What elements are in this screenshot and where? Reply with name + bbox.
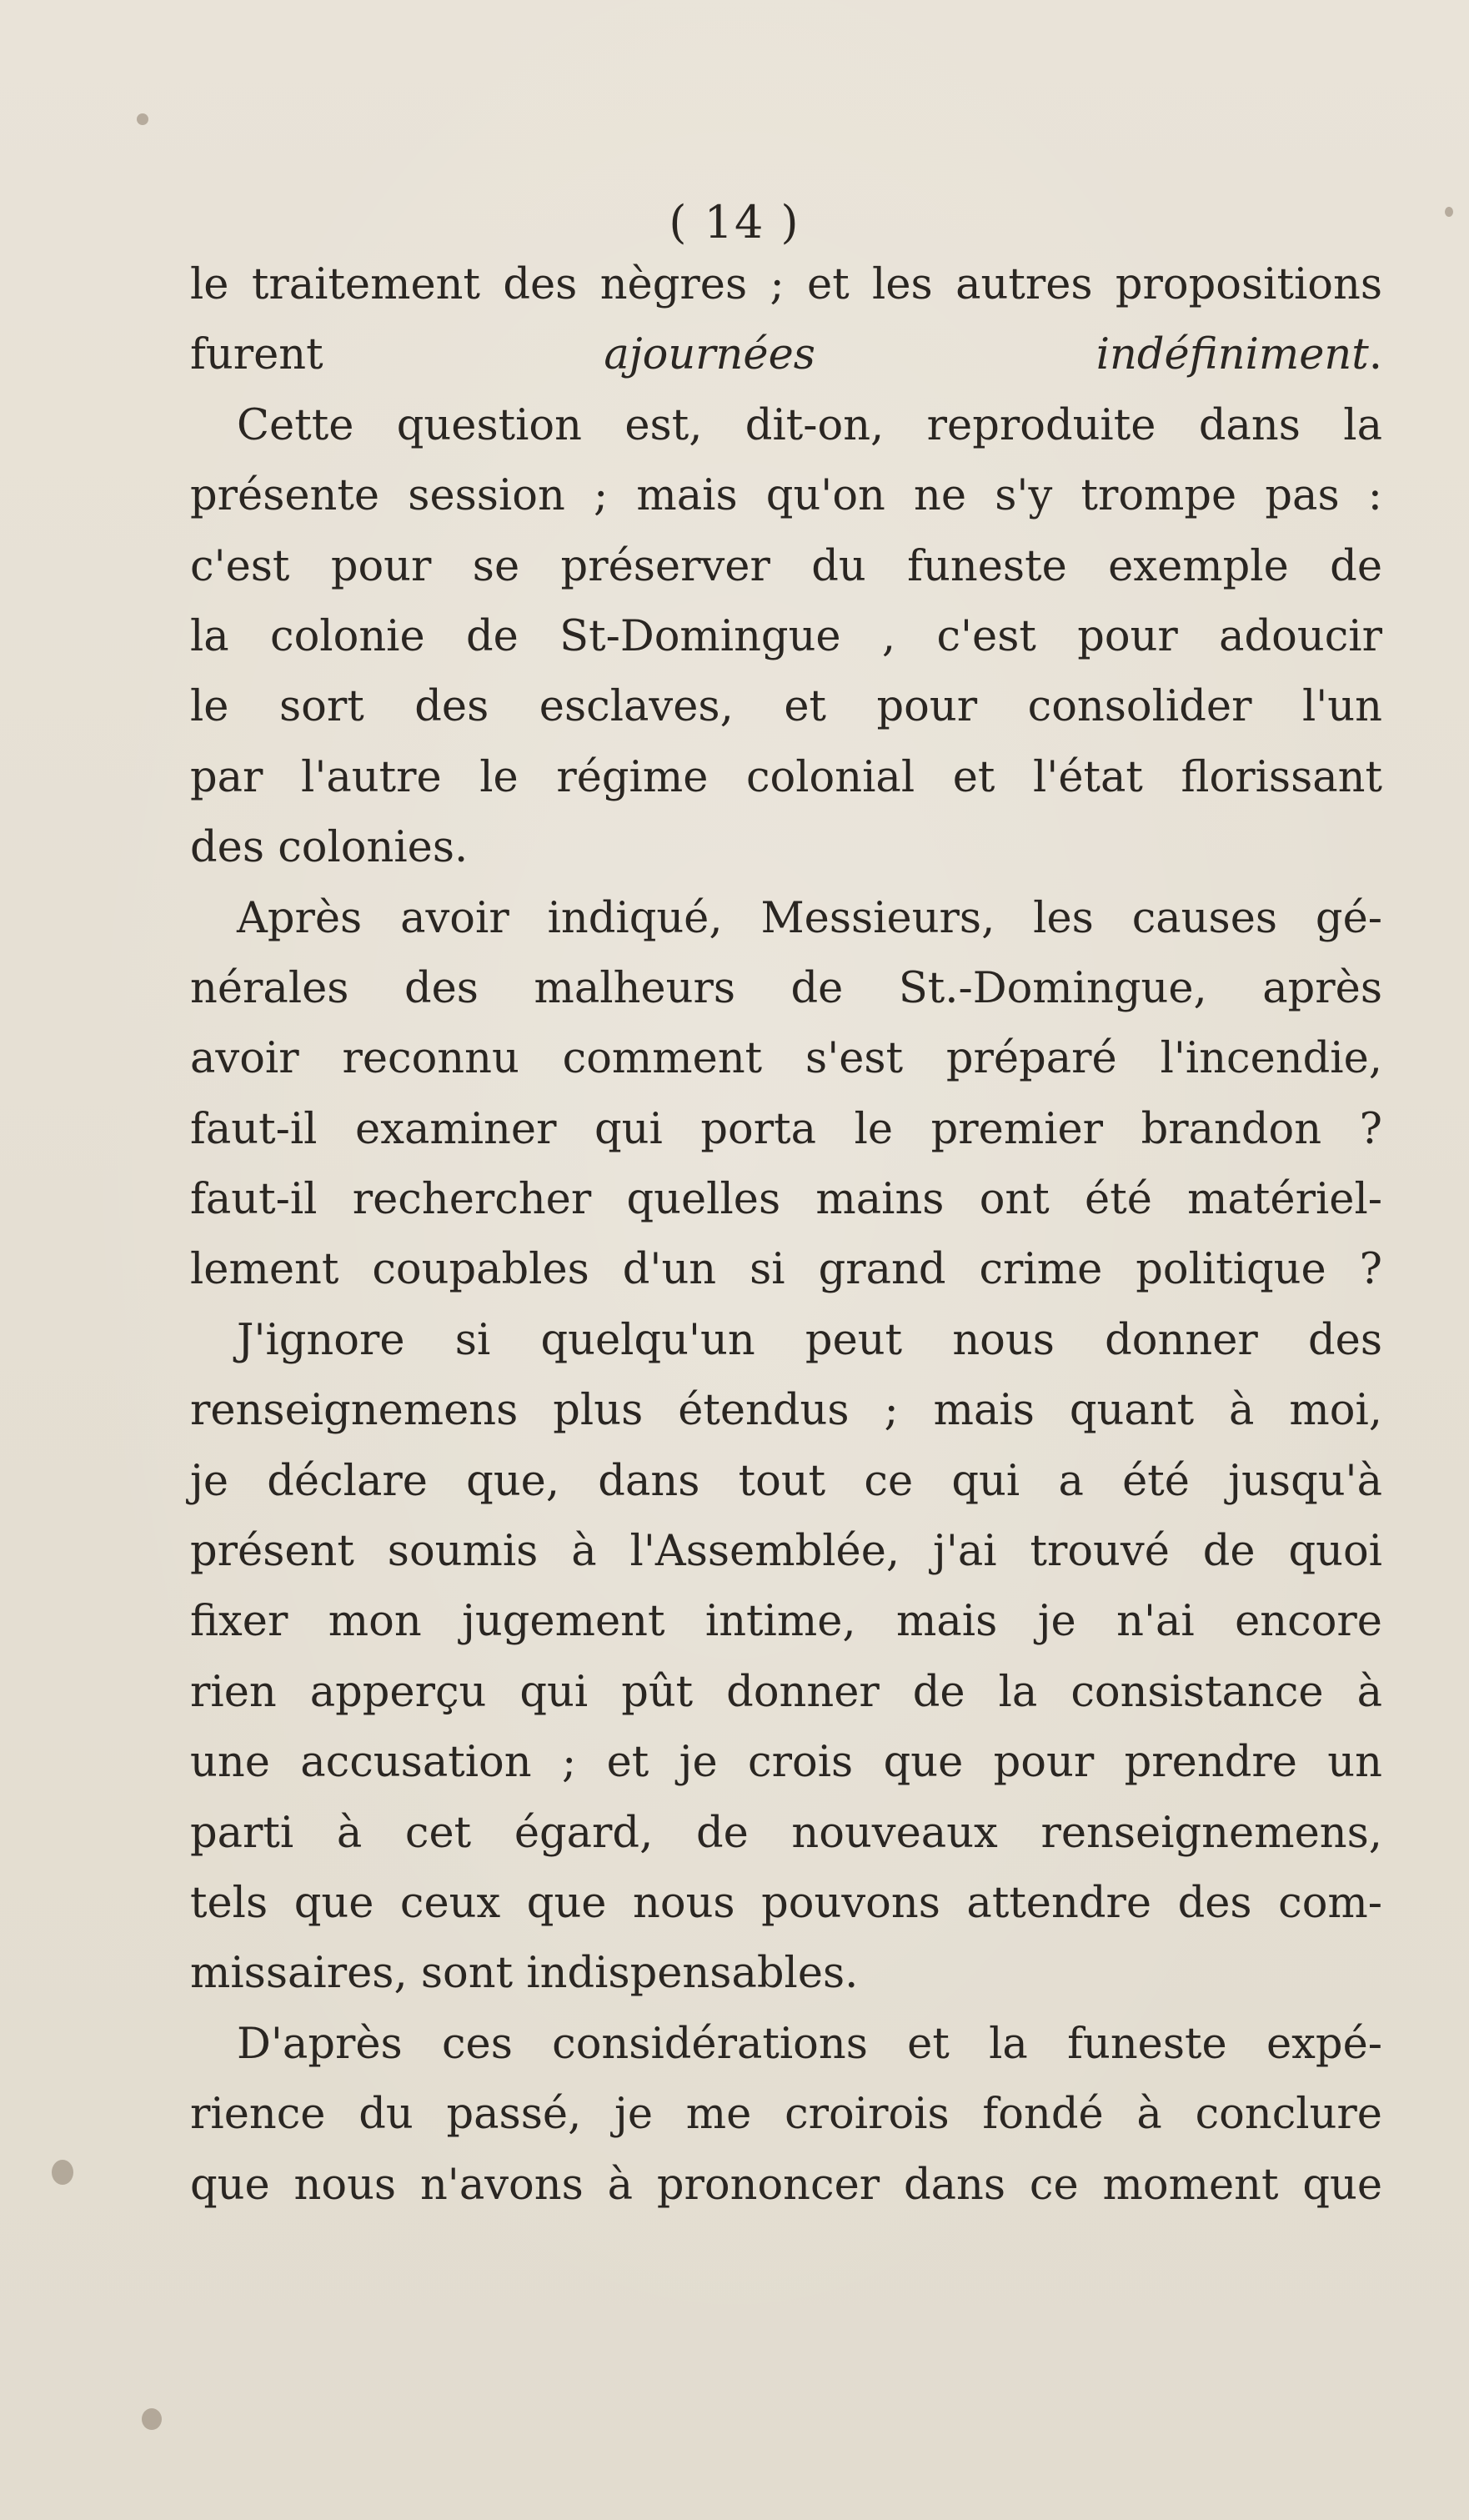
paper-stain: [142, 2408, 162, 2430]
text-line: J'ignore si quelqu'un peut nous donner des: [237, 1315, 1382, 1365]
text-line: le traitement des nègres ; et les autres propositions: [190, 260, 1382, 309]
text-line: lement coupables d'un si grand crime politique ?: [190, 1245, 1382, 1295]
text-line: par l'autre le régime colonial et l'état florissant: [190, 752, 1382, 802]
text-line: furent ajournées indéfiniment.: [190, 330, 1382, 380]
text-line: faut-il rechercher quelles mains ont été matériel-: [190, 1175, 1382, 1225]
text-line: présente session ; mais qu'on ne s'y trompe pas :: [190, 471, 1382, 521]
text-line: rien apperçu qui pût donner de la consistance à: [190, 1667, 1382, 1717]
text-line: c'est pour se préserver du funeste exemple de: [190, 541, 1382, 591]
paper-stain: [52, 2160, 73, 2185]
text-line: missaires, sont indispensables.: [190, 1949, 859, 1999]
text-line: que nous n'avons à prononcer dans ce moment que: [190, 2160, 1382, 2210]
text-line: D'après ces considérations et la funeste expé-: [237, 2019, 1382, 2069]
paper-stain: [137, 113, 148, 125]
text-line: avoir reconnu comment s'est préparé l'incendie,: [190, 1034, 1382, 1084]
text-line: des colonies.: [190, 823, 469, 873]
text-line: je déclare que, dans tout ce qui a été jusqu'à: [190, 1456, 1382, 1506]
body-text: [190, 250, 1382, 2221]
text-line: le sort des esclaves, et pour consolider l'un: [190, 682, 1382, 732]
text-line: parti à cet égard, de nouveaux renseignemens,: [190, 1808, 1382, 1858]
text-line: la colonie de St-Domingue , c'est pour adoucir: [190, 611, 1382, 661]
text-line: présent soumis à l'Assemblée, j'ai trouvé de quoi: [190, 1527, 1382, 1577]
text-line: Cette question est, dit-on, reproduite dans la: [237, 400, 1382, 450]
page-number: ( 14 ): [669, 196, 800, 248]
text-line: tels que ceux que nous pouvons attendre des com-: [190, 1878, 1382, 1928]
text-line: renseignemens plus étendus ; mais quant à moi,: [190, 1386, 1382, 1436]
text-line: une accusation ; et je crois que pour prendre un: [190, 1738, 1382, 1788]
text-line: faut-il examiner qui porta le premier brandon ?: [190, 1104, 1382, 1154]
text-line: fixer mon jugement intime, mais je n'ai encore: [190, 1597, 1382, 1647]
text-line: Après avoir indiqué, Messieurs, les causes gé-: [237, 893, 1382, 943]
text-line: nérales des malheurs de St.-Domingue, après: [190, 963, 1382, 1013]
text-line: rience du passé, je me croirois fondé à conclure: [190, 2090, 1382, 2140]
